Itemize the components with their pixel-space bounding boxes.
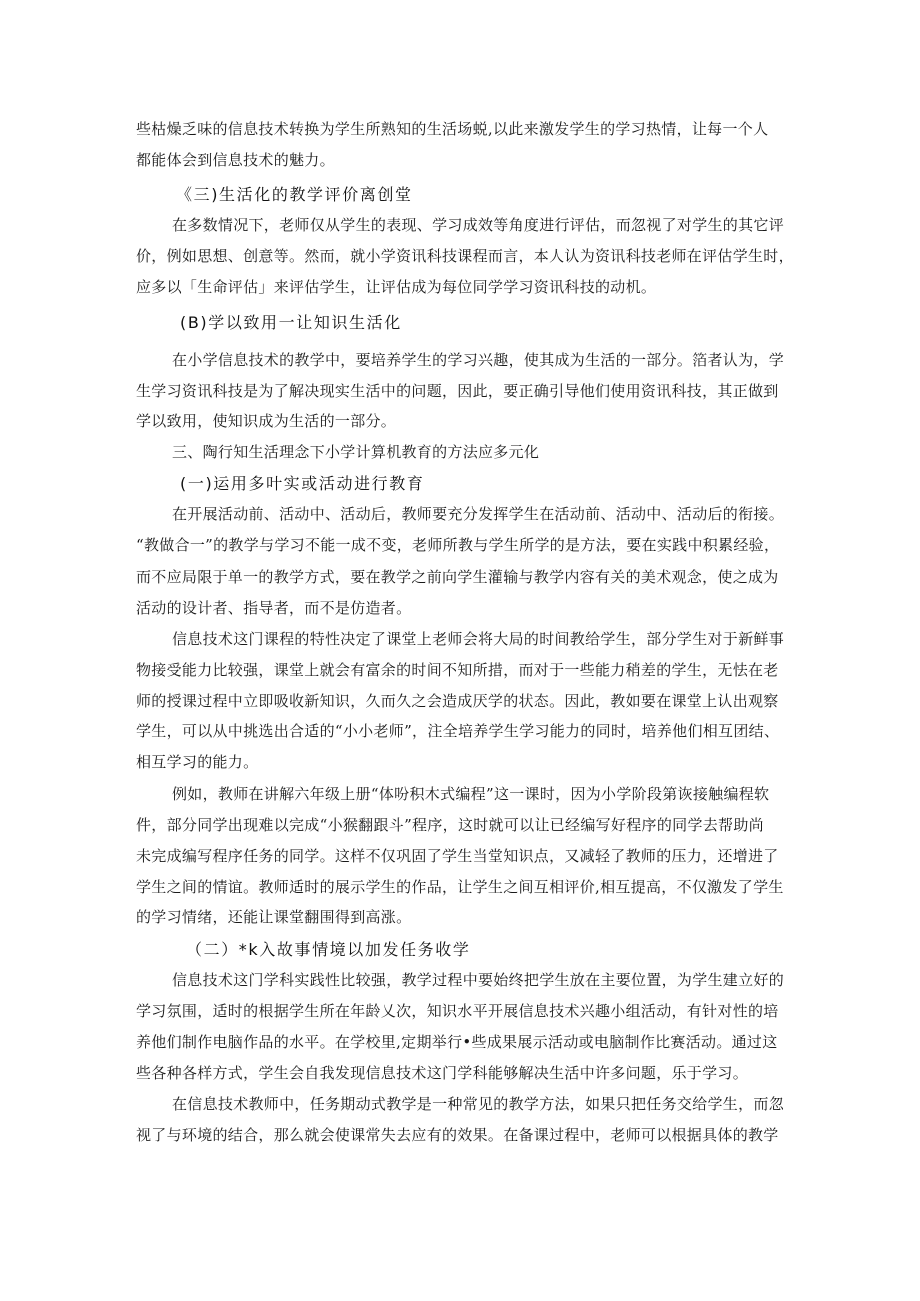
section-heading: (一)运用多叶实或活动进行教育: [180, 474, 425, 493]
paragraph-line: 学以致用，使知识成为生活的一部分。: [136, 412, 397, 430]
paragraph-line: 些枯燥乏味的信息技术转换为学生所熟知的生活场蜕,以此来激发学生的学习热情，让每一个人: [136, 120, 769, 138]
paragraph-line: 学生之间的情谊。教师适时的展示学生的作品，让学生之间互相评价,相互提高，不仅激发了学生: [136, 878, 784, 896]
paragraph-line: 活动的设计者、指导者，而不是仿造者。: [136, 599, 412, 617]
paragraph-line: 而不应局限于单一的教学方式，要在教学之前向学生灌输与教学内容有关的美术观念，使之成为: [136, 568, 779, 586]
paragraph-line: 在小学信息技术的教学中，要培养学生的学习兴趣，使其成为生活的一部分。箔者认为，学: [172, 351, 785, 369]
paragraph-line: 价，例如思想、创意等。然而，就小学资讯科技课程而言，本人认为资讯科技老师在评估学生时，: [136, 247, 794, 265]
paragraph-line: 在多数情况下，老师仅从学生的表现、学习成效等角度进行评估，而忽视了对学生的其它评: [172, 216, 785, 234]
paragraph-line: 都能体会到信息技术的魅力。: [136, 151, 335, 169]
paragraph-line: 的学习情绪，还能让课堂翻围得到高涨。: [136, 908, 412, 926]
paragraph-line: 学习氛围，适时的根据学生所在年龄乂次，知识水平开展信息技术兴趣小组活动，有针对性的培: [136, 1002, 779, 1020]
paragraph-line: 师的授课过程中立即吸收新知识，久而久之会造成厌学的状态。因此，教如要在课堂上认出观察: [136, 692, 779, 710]
paragraph-line: 信息技术这门学科实践性比较强，教学过程中要始终把学生放在主要位置，为学生建立好的: [172, 971, 785, 989]
paragraph-line: 些各种各样方式，学生会自我发现信息技术这门学科能够解决生活中许多问题，乐于学习。: [136, 1064, 749, 1082]
paragraph-line: 应多以「生命评估」来评估学生，让评估成为每位同学学习资讯科技的动机。: [136, 278, 657, 296]
paragraph-line: 在信息技术教师中，任务期动式教学是一种常见的教学方法，如果只把任务交给学生，而忽: [172, 1095, 785, 1113]
paragraph-line: 物接受能力比较强，课堂上就会有富余的时间不知所措，而对于一些能力稍差的学生，无怯在老: [136, 661, 779, 679]
paragraph-line: 养他们制作电脑作品的水平。在学校里,定期举行•些成果展示活动或电脑制作比赛活动。通过这: [136, 1033, 778, 1051]
paragraph-line: 信息技术这门课程的特性决定了课堂上老师会将大局的时间教给学生，部分学生对于新鲜事: [172, 630, 785, 648]
paragraph-line: 件，部分同学出现难以完成“小猴翻跟斗”程序，这时就可以让已经编写好程序的同学去帮助尚: [136, 816, 764, 834]
paragraph-line: “教做合一”的教学与学习不能一成不变，老师所教与学生所学的是方法，要在实践中积累经验，: [136, 536, 780, 554]
section-heading: 《三)生活化的教学评价离创堂: [176, 185, 413, 204]
section-heading: (B)学以致用一让知识生活化: [180, 313, 402, 332]
paragraph-line: 相互学习的能力。: [136, 753, 259, 771]
paragraph-line: 在开展活动前、活动中、活动后，教师要充分发挥学生在活动前、活动中、活动后的衔接。: [172, 505, 785, 523]
paragraph-line: 视了与环境的结合，那么就会使课常失去应有的效果。在备课过程中，老师可以根据具体的教学: [136, 1126, 779, 1144]
paragraph-line: 三、陶行知生活理念下小学计算机教育的方法应多元化: [172, 443, 540, 461]
section-heading: （二）*k入故事情境以加发任务收学: [186, 940, 471, 959]
paragraph-line: 生学习资讯科技是为了解决现实生活中的问题，因此，要正确引导他们使用资讯科技，其正做到: [136, 382, 779, 400]
paragraph-line: 例如，教师在讲解六年级上册“体吩积木式编程”这一课时，因为小学阶段第诙接触编程软: [172, 785, 770, 803]
paragraph-line: 学生，可以从中挑选出合适的“小小老师”，注全培养学生学习能力的同时，培养他们相互团结、: [136, 722, 780, 740]
paragraph-line: 未完成编写程序任务的同学。这样不仅巩固了学生当堂知识点，又减轻了教师的压力，还增进了: [136, 847, 779, 865]
